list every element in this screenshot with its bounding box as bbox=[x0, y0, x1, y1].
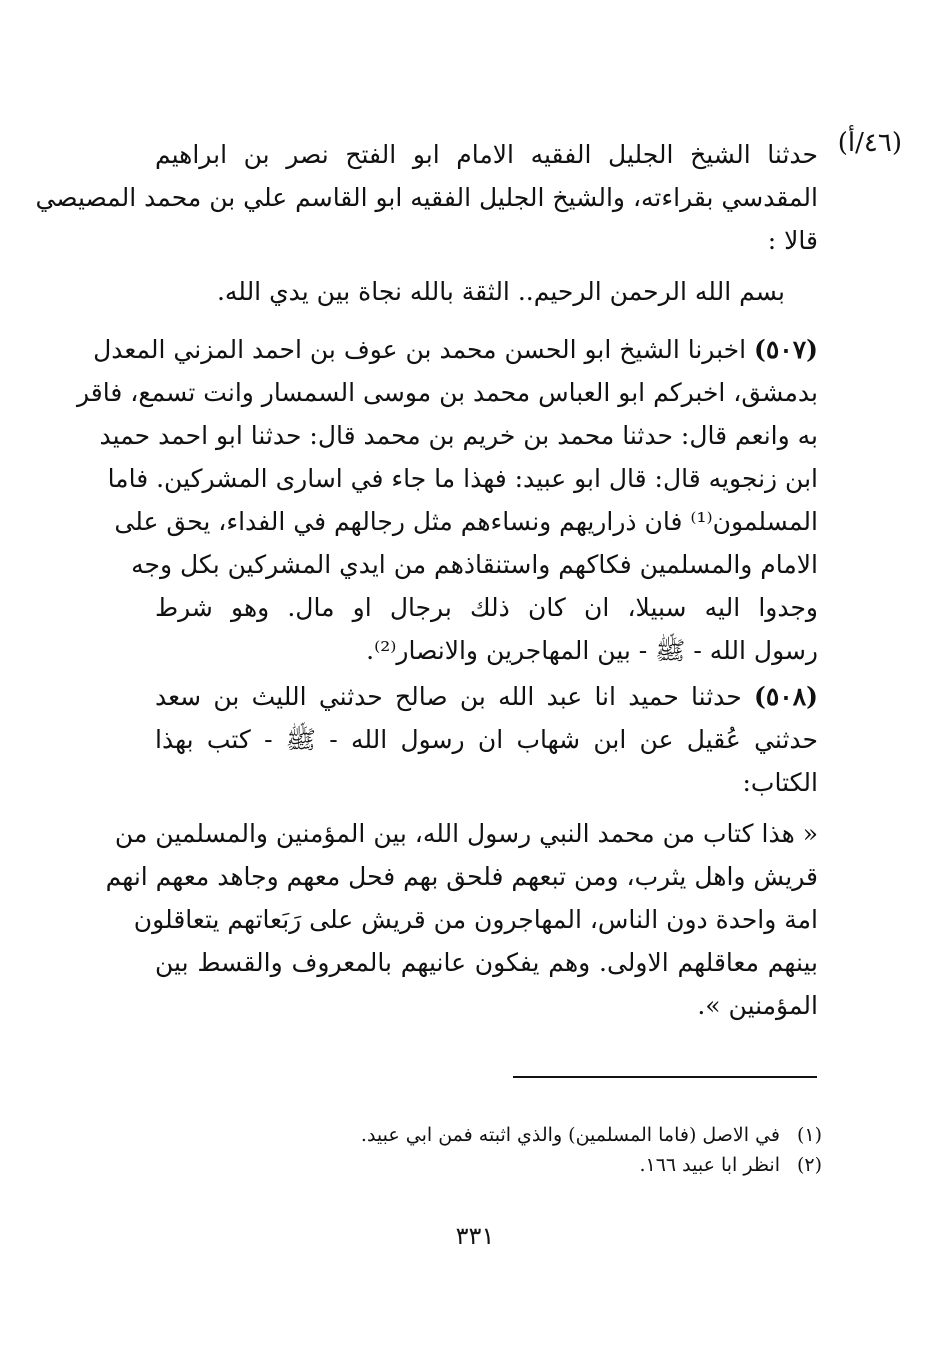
paragraph-opening bbox=[35, 133, 818, 262]
margin-reference: (٤٦/أ) bbox=[837, 128, 902, 158]
text-line: قريش واهل يثرب، ومن تبعهم فلحق بهم فحل معهم وجاهد معهم انهم bbox=[105, 862, 818, 891]
text-line-content: اخبرنا الشيخ ابو الحسن محمد بن عوف بن احمد المزني المعدل bbox=[93, 335, 747, 364]
text-line: المقدسي بقراءته، والشيخ الجليل الفقيه ابو القاسم علي بن محمد المصيصي bbox=[35, 183, 818, 212]
footnote-2 bbox=[300, 1150, 822, 1180]
paragraph-hadith-508 bbox=[155, 675, 818, 804]
page-number: ٣٣١ bbox=[455, 1222, 495, 1250]
text-line: « هذا كتاب من محمد النبي رسول الله، بين المؤمنين والمسلمين من bbox=[114, 819, 818, 848]
text-line: حدثنا الشيخ الجليل الفقيه الامام ابو الفتح نصر بن ابراهيم bbox=[155, 140, 818, 169]
footnote-separator bbox=[513, 1076, 817, 1078]
text-line: رسول الله - ﷺ - بين المهاجرين والانصار⁽²⁾. bbox=[366, 636, 818, 665]
text-line: بسم الله الرحمن الرحيم.. الثقة بالله نجاة بين يدي الله. bbox=[216, 277, 785, 306]
text-line bbox=[155, 675, 818, 718]
footnote-mark: (١) bbox=[796, 1124, 822, 1146]
footnote-text: في الاصل (فاما المسلمين) والذي اثبته فمن ابي عبيد. bbox=[360, 1124, 780, 1146]
text-line: الكتاب: bbox=[742, 768, 818, 797]
text-line-content: حدثنا حميد انا عبد الله بن صالح حدثني الليث بن سعد bbox=[155, 682, 742, 711]
footnote-text: انظر ابا عبيد ١٦٦. bbox=[639, 1154, 780, 1176]
text-line: الامام والمسلمين فكاكهم واستنقاذهم من ايدي المشركين بكل وجه bbox=[131, 550, 818, 579]
text-line: امة واحدة دون الناس، المهاجرون من قريش على رَبَعاتهم يتعاقلون bbox=[133, 905, 818, 934]
footnote-1 bbox=[300, 1120, 822, 1150]
hadith-number: (٥٠٧) bbox=[754, 335, 818, 364]
text-line: المؤمنين ». bbox=[697, 991, 818, 1020]
text-line: قالا : bbox=[767, 226, 818, 255]
hadith-number: (٥٠٨) bbox=[754, 682, 819, 711]
text-line: حدثني عُقيل عن ابن شهاب ان رسول الله - ﷺ - كتب بهذا bbox=[155, 725, 818, 754]
paragraph-hadith-507 bbox=[77, 328, 818, 672]
footnote-mark: (٢) bbox=[796, 1154, 822, 1176]
text-line: ابن زنجويه قال: قال ابو عبيد: فهذا ما جاء في اسارى المشركين. فاما bbox=[107, 464, 818, 493]
text-line: المسلمون⁽¹⁾ فان ذراريهم ونساءهم مثل رجالهم في الفداء، يحق على bbox=[114, 507, 818, 536]
text-line: بينهم معاقلهم الاولى. وهم يفكون عانيهم بالمعروف والقسط بين bbox=[155, 948, 818, 977]
text-line bbox=[93, 328, 818, 371]
paragraph-document-quote bbox=[105, 812, 818, 1027]
text-line: بدمشق، اخبركم ابو العباس محمد بن موسى السمسار وانت تسمع، فاقر bbox=[77, 378, 818, 407]
text-line: به وانعم قال: حدثنا محمد بن خريم بن محمد قال: حدثنا ابو احمد حميد bbox=[99, 421, 818, 450]
paragraph-basmala bbox=[155, 270, 785, 313]
text-line: وجدوا اليه سبيلا، ان كان ذلك برجال او مال. وهو شرط bbox=[155, 593, 818, 622]
